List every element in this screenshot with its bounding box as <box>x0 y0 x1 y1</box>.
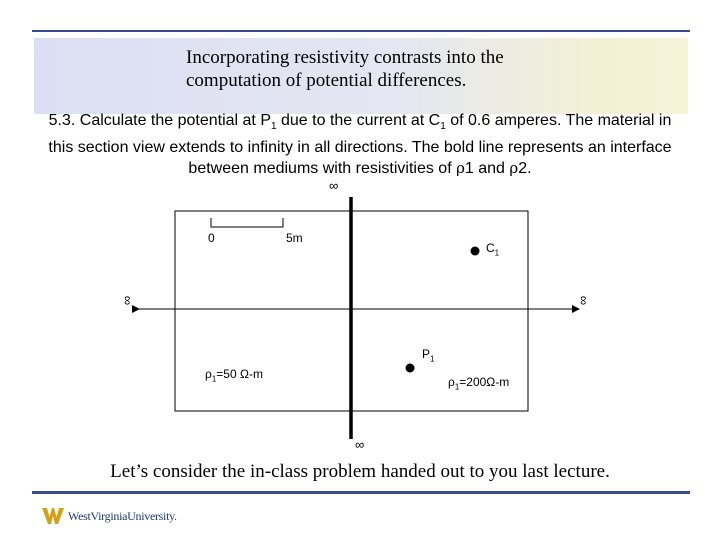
footer-note: Let’s consider the in-class problem handed out to you last lecture. <box>110 461 610 482</box>
rho-symbol: ρ <box>456 159 465 178</box>
wvu-mark-icon <box>42 508 64 524</box>
scale-bar <box>211 218 283 227</box>
c1-label: $C_1$ <box>486 241 500 258</box>
scale-start-label: 0 <box>208 231 215 245</box>
infinity-left: ∞ <box>119 295 135 306</box>
potential-point-p1 <box>406 364 415 373</box>
bottom-divider <box>32 491 690 494</box>
title-line-2: computation of potential differences. <box>186 70 467 91</box>
title-line-1: Incorporating resistivity contrasts into the <box>186 47 504 68</box>
rho-right-label: $\rho_1=200\Omega-m$ <box>448 375 510 392</box>
wvu-wordmark: WestVirginiaUniversity. <box>68 508 177 523</box>
p1-label: $P_1$ <box>422 347 435 364</box>
scale-end-label: 5m <box>286 231 303 245</box>
rho-symbol: ρ <box>509 159 519 178</box>
infinity-top: ∞ <box>329 178 339 193</box>
rho-left-label: $\rho_1=50$ Ω-m <box>205 367 263 384</box>
wvu-logo <box>42 508 177 524</box>
infinity-bottom: ∞ <box>355 437 365 452</box>
infinity-right: ∞ <box>575 295 591 306</box>
current-electrode-c1 <box>471 247 480 256</box>
problem-statement: 5.3. Calculate the potential at $P_1$ due to the current at $C_1$ of 0.6 amperes. The material in this section view extends to infinity in all directions. The bold line represents an interface between mediums with resistivities of ρ1 and ρ2. <box>48 112 672 178</box>
